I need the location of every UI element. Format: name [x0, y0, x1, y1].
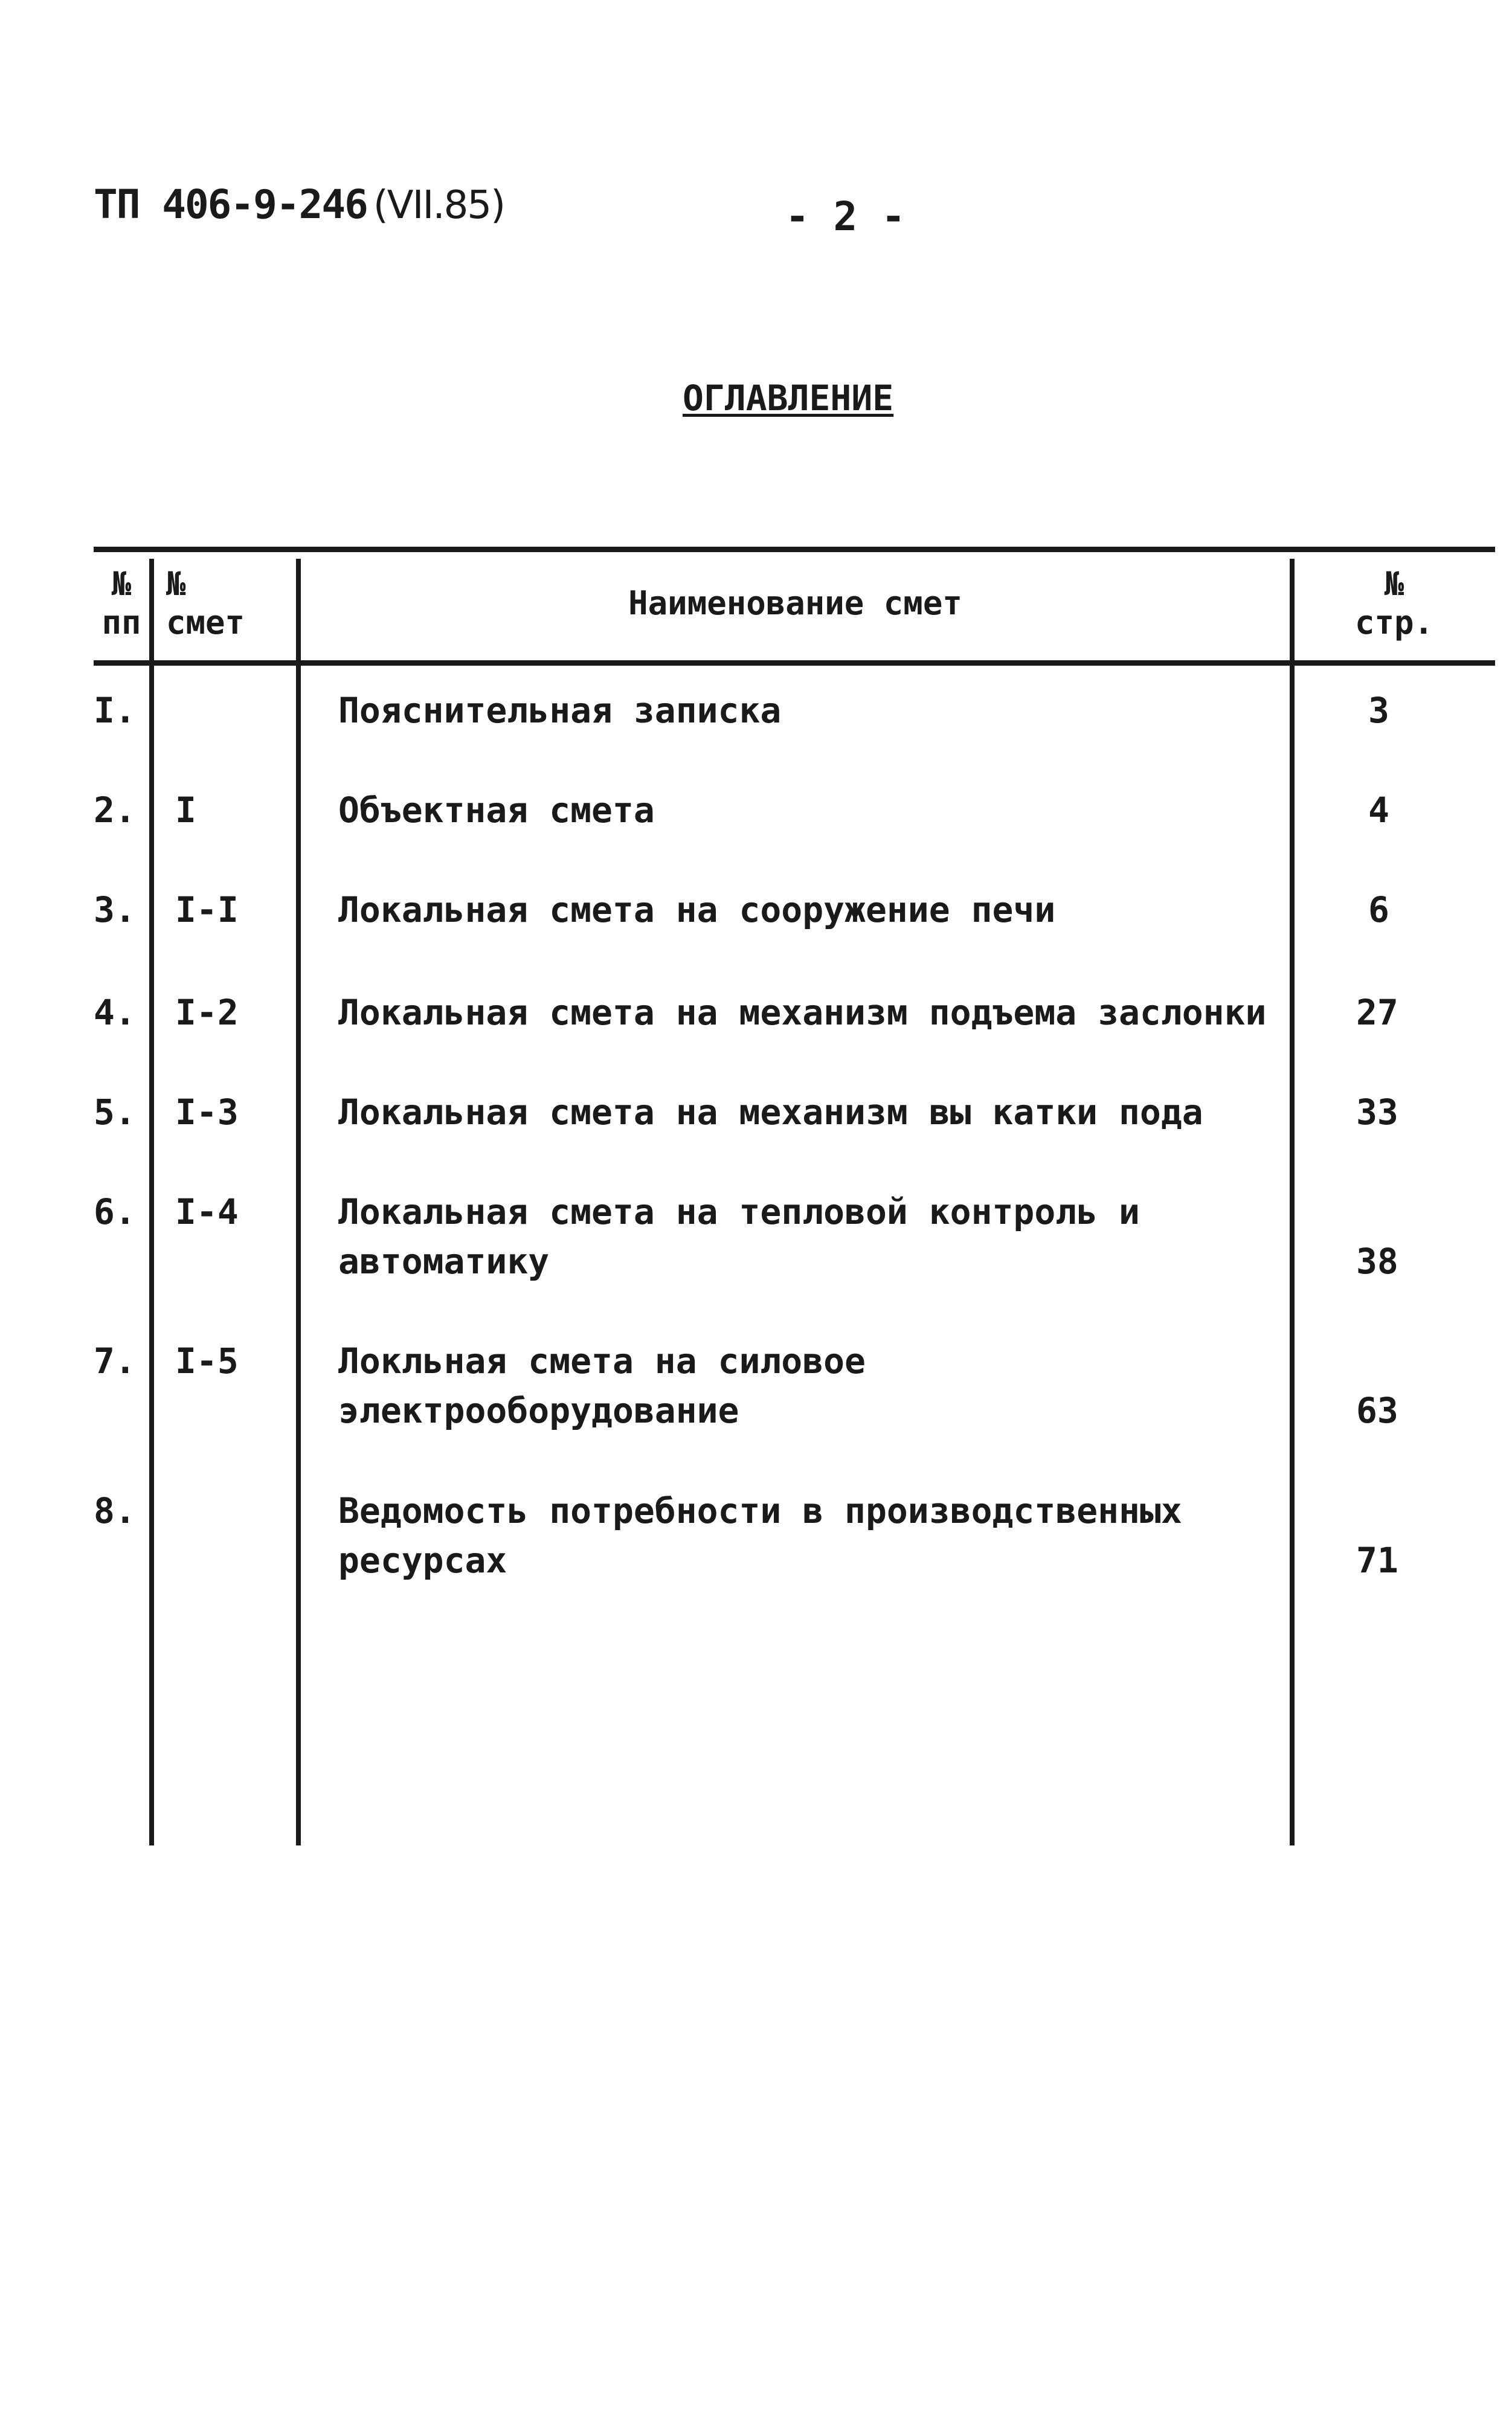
header-num-symbol: № — [111, 565, 132, 603]
row-3-name: Локальная смета на сооружение печи — [338, 889, 1056, 930]
row-6-name-line-1: Локальная смета на тепловой контроль и — [338, 1191, 1140, 1232]
row-4-estimate: I-2 — [175, 992, 239, 1033]
row-7-page: 63 — [1356, 1390, 1398, 1431]
header-estimate — [154, 565, 257, 642]
column-divider-2 — [296, 559, 301, 1845]
page-number: - 2 - — [785, 193, 906, 240]
row-5-name: Локальная смета на механизм вы катки пода — [338, 1092, 1203, 1133]
row-1-page: 3 — [1368, 690, 1389, 731]
row-7-num: 7. — [94, 1340, 136, 1382]
row-8-page: 71 — [1356, 1540, 1398, 1581]
row-6-estimate: I-4 — [175, 1191, 239, 1232]
header-estimate-label: смет — [166, 603, 245, 642]
row-3-num: 3. — [94, 889, 136, 930]
table-header-rule — [94, 660, 1495, 666]
row-6-num: 6. — [94, 1191, 136, 1232]
row-6-name-line-2: автоматику — [338, 1241, 550, 1282]
row-7-name-line-1: Локльная смета на силовое — [338, 1340, 866, 1382]
table-top-rule — [94, 547, 1495, 552]
row-7-name-line-2: электрооборудование — [338, 1390, 739, 1431]
toc-table — [94, 547, 1495, 1845]
document-header-code — [94, 181, 504, 228]
header-page-symbol: № — [1384, 565, 1404, 603]
row-3-estimate: I-I — [175, 889, 239, 930]
row-1-num: I. — [94, 690, 136, 731]
row-2-page: 4 — [1368, 790, 1389, 831]
row-4-num: 4. — [94, 992, 136, 1033]
row-2-estimate: I — [175, 790, 196, 831]
header-name-label: Наименование смет — [628, 584, 962, 622]
header-num — [94, 565, 149, 642]
document-code: ТП 406-9-246 — [94, 181, 367, 228]
header-page — [1295, 565, 1494, 642]
row-4-name: Локальная смета на механизм подъема заслонки — [338, 992, 1267, 1033]
row-5-estimate: I-3 — [175, 1092, 239, 1133]
header-name — [301, 584, 1290, 623]
header-page-label: стр. — [1354, 603, 1434, 642]
row-5-num: 5. — [94, 1092, 136, 1133]
handwritten-date: (VII.85) — [373, 183, 505, 228]
row-7-estimate: I-5 — [175, 1340, 239, 1382]
row-6-page: 38 — [1356, 1241, 1398, 1282]
column-divider-1 — [149, 559, 154, 1845]
row-5-page: 33 — [1356, 1092, 1398, 1133]
header-num-label: пп — [101, 603, 141, 642]
header-estimate-symbol: № — [166, 565, 186, 603]
row-4-page: 27 — [1356, 992, 1398, 1033]
row-8-name-line-2: ресурсах — [338, 1540, 507, 1581]
column-divider-3 — [1290, 559, 1295, 1845]
row-1-name: Пояснительная записка — [338, 690, 782, 731]
row-2-name: Объектная смета — [338, 790, 655, 831]
row-2-num: 2. — [94, 790, 136, 831]
row-8-name-line-1: Ведомость потребности в производственных — [338, 1490, 1182, 1531]
row-3-page: 6 — [1368, 889, 1389, 930]
row-8-num: 8. — [94, 1490, 136, 1531]
toc-title: ОГЛАВЛЕНИЕ — [683, 378, 894, 419]
